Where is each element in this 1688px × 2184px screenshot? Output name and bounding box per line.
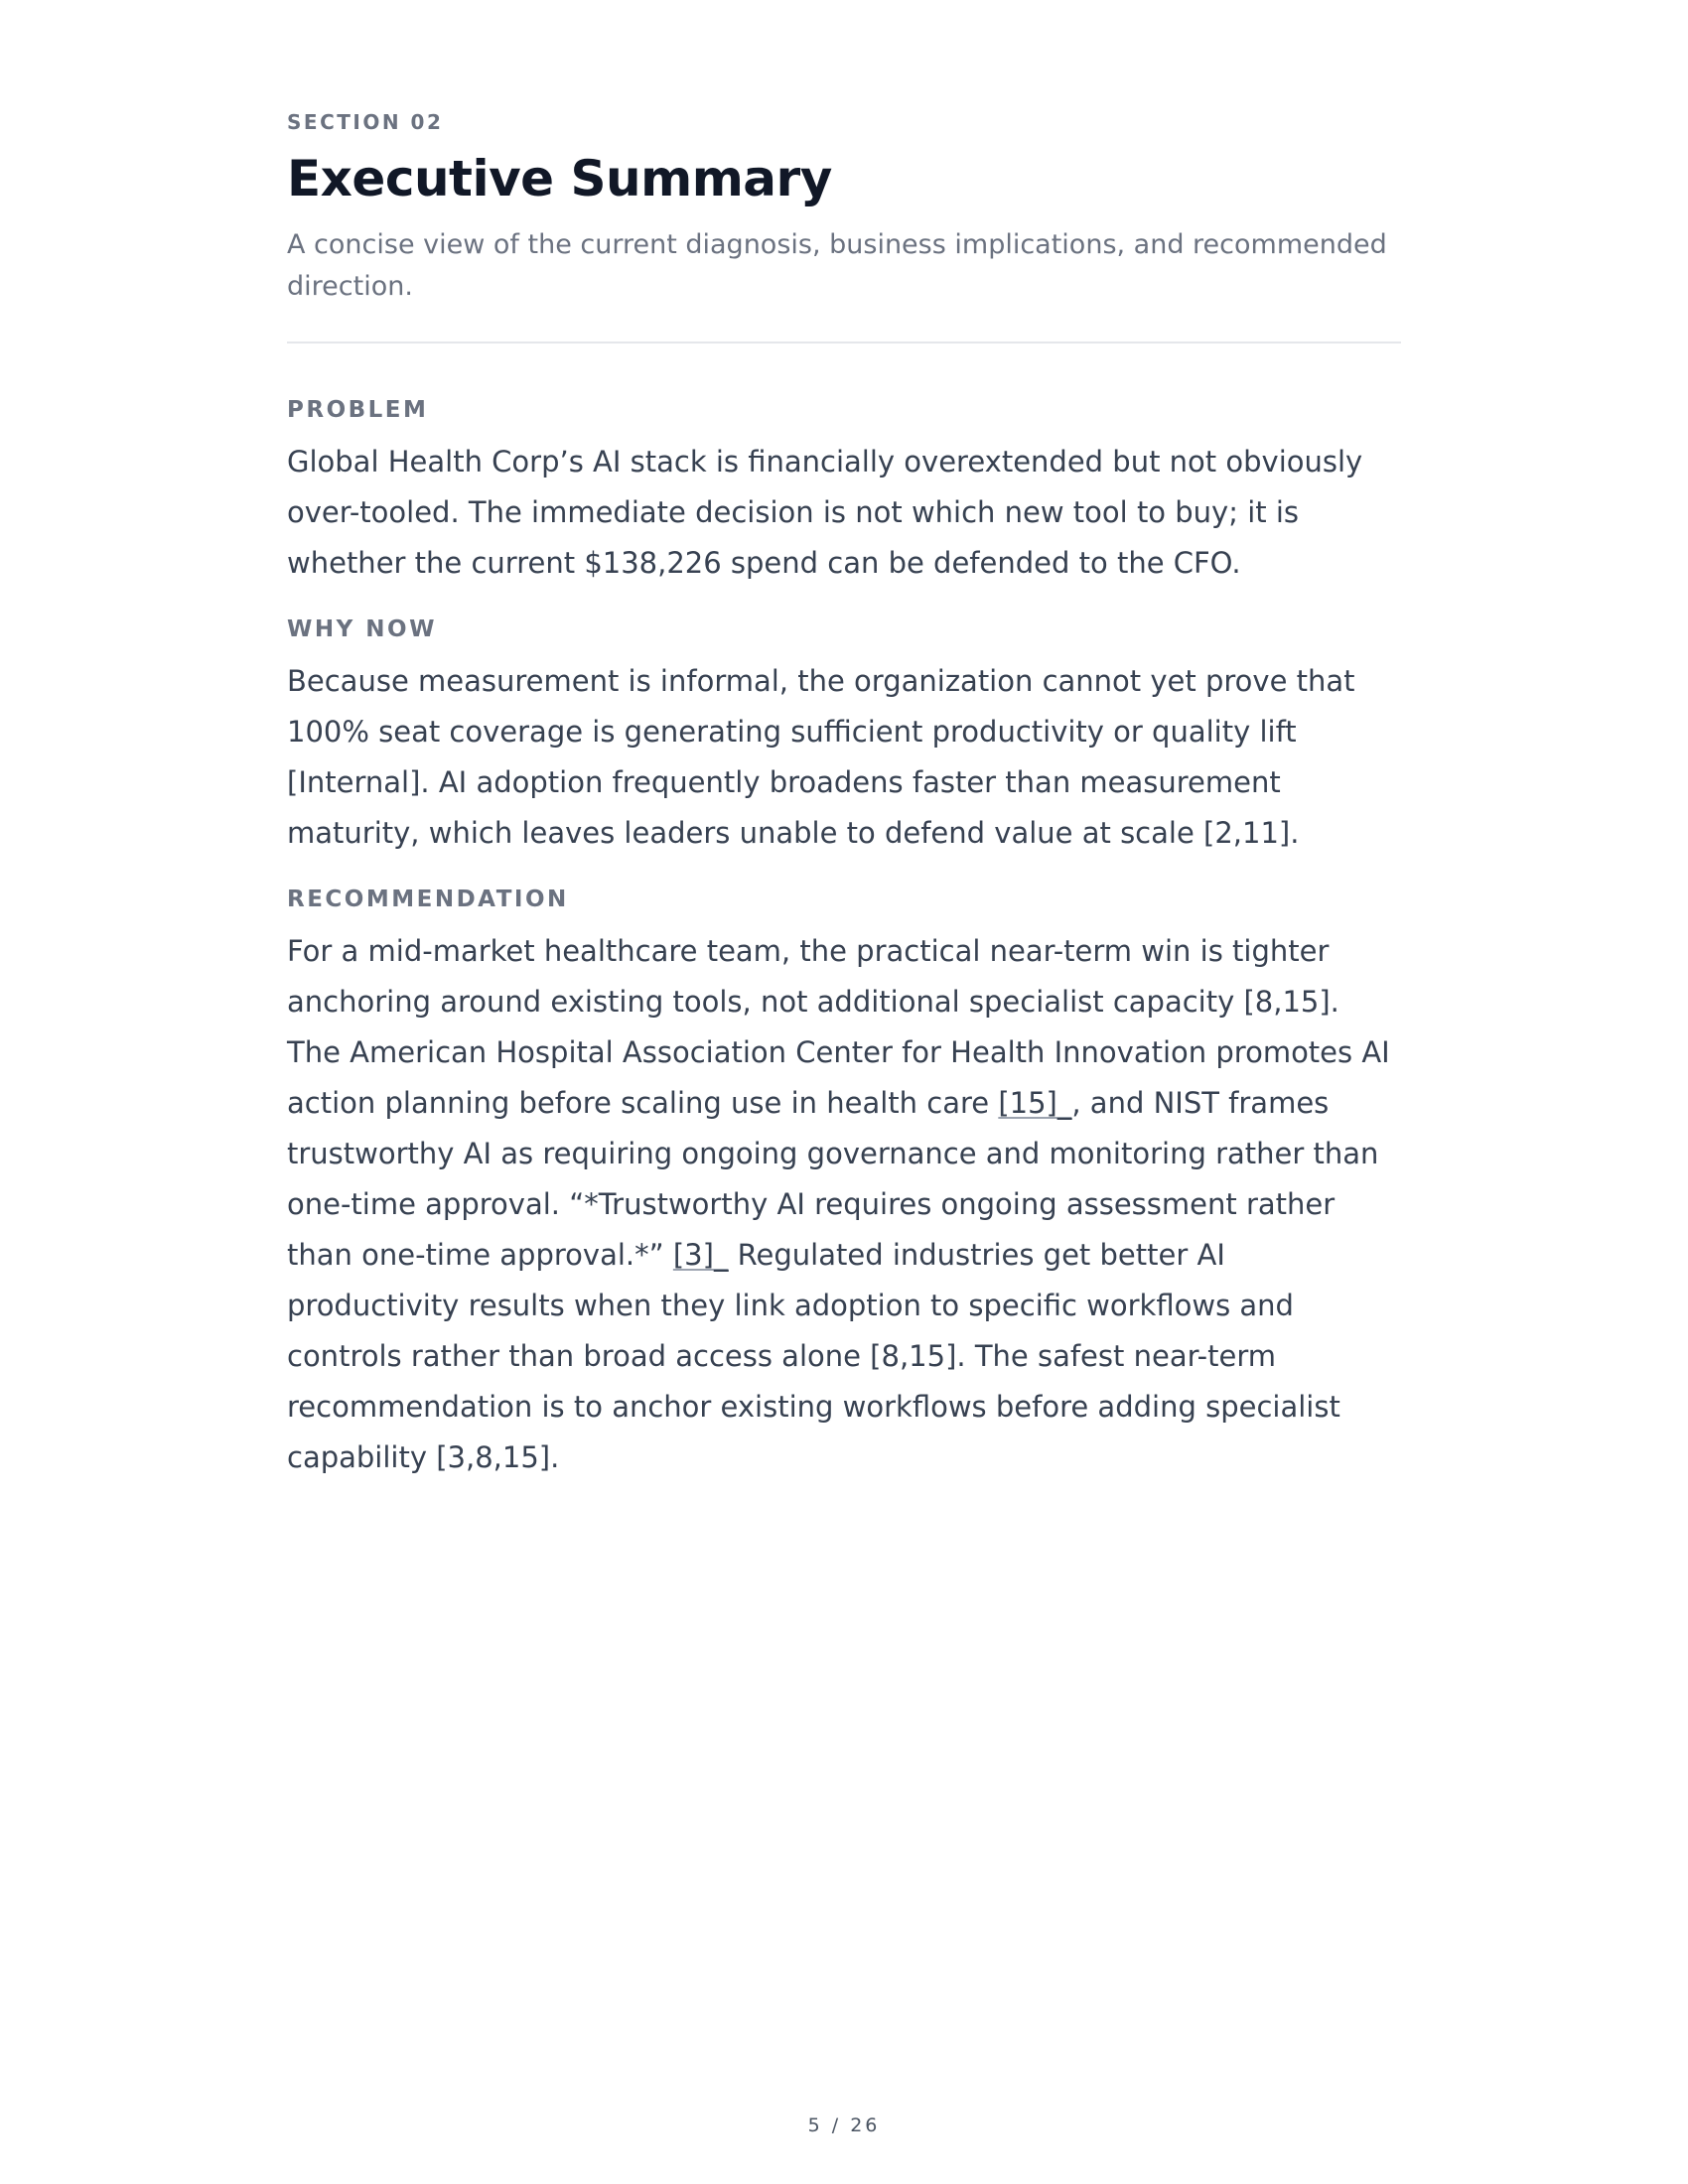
problem-section [287,395,1401,589]
page-title: Executive Summary [287,150,832,207]
why-now-section [287,614,1401,859]
problem-text: Global Health Corp’s AI stack is financially overextended but not obviously over-tooled. The immediate decision is not which new tool to buy; it is whether the current $138,226 spend can be defended to the CFO. [287,445,1363,580]
citation-link-15[interactable]: [15]_ [998,1086,1072,1120]
why-now-label: WHY NOW [287,616,437,642]
header-divider [287,341,1401,343]
section-eyebrow: SECTION 02 [287,110,444,134]
problem-label: PROBLEM [287,397,429,423]
citation-link-3[interactable]: [3]_ [672,1238,729,1272]
page-indicator: 5 / 26 [807,2115,881,2136]
recommendation-text [287,926,1401,1483]
recommendation-text-part-2: , and NIST frames trustworthy AI as requiring ongoing governance and monitoring rather than one-time approval. “*Trustworthy AI requires ongoing assessment rather than one-time approval.*” [287,1086,1379,1272]
recommendation-text-part-1: For a mid-market healthcare team, the practical near-term win is tighter anchoring around existing tools, not additional specialist capacity [8,15]. The American Hospital Association Center for Health Innovation promotes AI action planning before scaling use in health care [287,934,1390,1120]
recommendation-section [287,885,1401,1483]
recommendation-label: RECOMMENDATION [287,887,569,912]
recommendation-text-part-3: Regulated industries get better AI productivity results when they link adoption to specific workflows and controls rather than broad access alone [8,15]. The safest near-term recommendation is to anchor existing workflows before adding specialist capability [3,8,15]. [287,1238,1340,1474]
why-now-text: Because measurement is informal, the organization cannot yet prove that 100% seat coverage is generating sufficient productivity or quality lift [Internal]. AI adoption frequently broadens faster than measurement maturity, which leaves leaders unable to defend value at scale [2,11]. [287,664,1355,850]
page-subtitle: A concise view of the current diagnosis, business implications, and recommended direction. [287,229,1387,302]
executive-summary-page [287,109,1401,1509]
